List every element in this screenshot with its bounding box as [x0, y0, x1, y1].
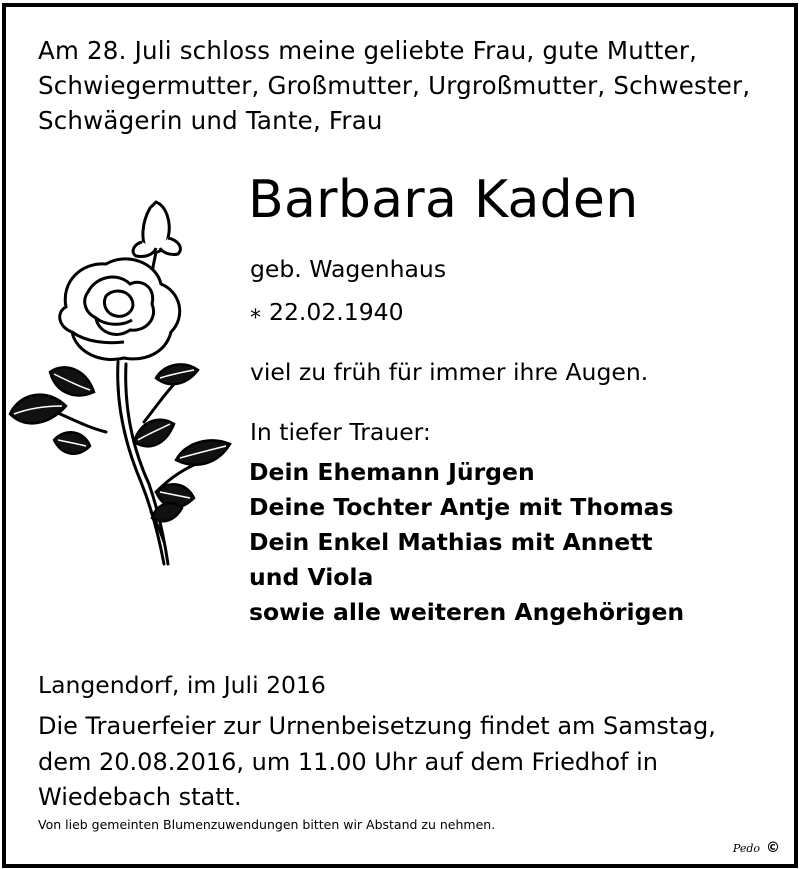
ceremony-text — [38, 709, 763, 816]
mourner-line: Deine Tochter Antje mit Thomas — [249, 493, 674, 521]
maiden-name: geb. Wagenhaus — [250, 255, 447, 283]
birth-line — [250, 298, 404, 326]
mourner-line: Dein Enkel Mathias mit Annett — [249, 528, 653, 556]
ceremony-line: Die Trauerfeier zur Urnenbeisetzung findet am Samstag, — [38, 712, 716, 740]
closing-line: viel zu früh für immer ihre Augen. — [250, 358, 649, 386]
copyright-icon: © — [766, 840, 780, 856]
ceremony-line: dem 20.08.2016, um 11.00 Uhr auf dem Friedhof in — [38, 747, 658, 776]
mourner-line: und Viola — [249, 563, 374, 591]
birth-star-icon: ⁎ — [250, 299, 261, 324]
mourners-list — [249, 455, 684, 630]
rose-icon — [6, 192, 246, 572]
intro-line: Schwiegermutter, Großmutter, Urgroßmutter, Schwester, — [38, 71, 751, 100]
maker-signature: Pedo — [732, 841, 760, 855]
ceremony-line: Wiedebach statt. — [38, 783, 242, 811]
intro-line: Am 28. Juli schloss meine geliebte Frau, gute Mutter, — [38, 36, 698, 65]
intro-text — [38, 33, 768, 138]
mourning-heading: In tiefer Trauer: — [250, 418, 431, 446]
mourner-line: sowie alle weiteren Angehörigen — [249, 598, 685, 626]
flowers-note: Von lieb gemeinten Blumenzuwendungen bitten wir Abstand zu nehmen. — [38, 817, 496, 832]
deceased-name: Barbara Kaden — [248, 170, 639, 230]
mourner-line: Dein Ehemann Jürgen — [249, 458, 535, 486]
place-date: Langendorf, im Juli 2016 — [38, 671, 326, 699]
birth-date: 22.02.1940 — [269, 298, 404, 326]
intro-line: Schwägerin und Tante, Frau — [38, 106, 383, 135]
footer — [733, 840, 780, 856]
